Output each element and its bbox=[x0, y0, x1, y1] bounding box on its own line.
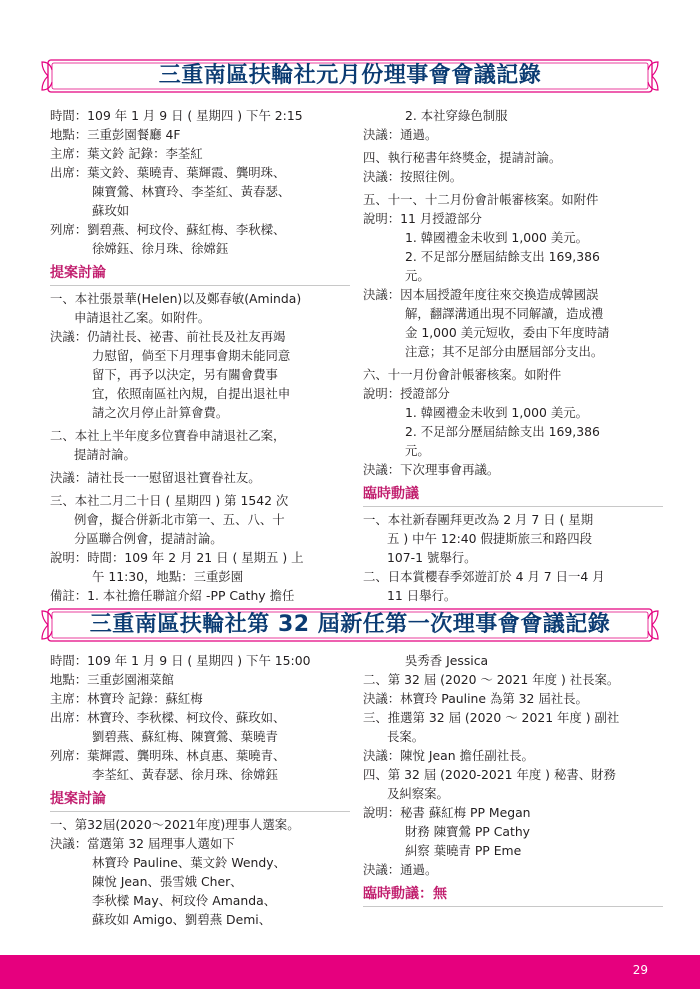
record-text: 因本屆授證年度往來交換造成韓國誤 bbox=[400, 287, 599, 302]
meeting1-title-banner bbox=[40, 56, 660, 96]
record-text: 本社新春團拜更改為 2 月 7 日 ( 星期 bbox=[387, 512, 594, 527]
record-line bbox=[50, 548, 350, 567]
record-continuation: 提請討論。 bbox=[74, 447, 136, 462]
meeting2-right-column bbox=[363, 651, 663, 910]
record-continuation: 107-1 號舉行。 bbox=[387, 550, 477, 565]
record-continuation: 午 11:30，地點：三重彭園 bbox=[92, 569, 244, 584]
record-label: 五、 bbox=[363, 192, 388, 207]
record-continuation: 五 ) 中午 12:40 假捷斯旅三和路四段 bbox=[387, 531, 592, 546]
record-text: 本社張景華(Helen)以及鄭春敏(Aminda) bbox=[74, 291, 302, 306]
record-text: 當選第 32 屆理事人選如下 bbox=[87, 836, 235, 851]
record-label: 決議： bbox=[363, 169, 401, 184]
record-continuation: 1. 韓國禮金未收到 1,000 美元。 bbox=[405, 230, 589, 245]
record-text: 請社長一一慰留退社寶眷社友。 bbox=[87, 470, 261, 485]
record-line bbox=[363, 510, 663, 529]
record-continuation: 2. 不足部分歷屆結餘支出 169,386 bbox=[405, 249, 600, 264]
record-continuation: 解，翻譯溝通出現不同解讀，造成禮 bbox=[405, 306, 604, 321]
record-label: 一、 bbox=[50, 291, 75, 306]
record-continuation: 蘇玫如 bbox=[92, 203, 130, 218]
record-label: 四、 bbox=[363, 150, 388, 165]
record-label: 決議： bbox=[363, 287, 401, 302]
record-text: 葉文鈴 記錄：李荃紅 bbox=[87, 146, 203, 161]
record-continuation: 長案。 bbox=[387, 729, 425, 744]
record-continuation: 財務 陳寶鶯 PP Cathy bbox=[405, 824, 531, 839]
record-label: 決議： bbox=[363, 862, 401, 877]
record-line bbox=[50, 708, 350, 727]
record-continuation: 例會，擬合併新北市第一、五、八、十 bbox=[74, 512, 285, 527]
record-text: 通過。 bbox=[400, 862, 438, 877]
record-label: 時間： bbox=[50, 108, 88, 123]
record-line bbox=[50, 163, 350, 182]
meeting2-left-column bbox=[50, 651, 350, 929]
section-heading: 提案討論 bbox=[50, 264, 350, 286]
record-label: 二、 bbox=[50, 428, 75, 443]
record-continuation: 吳秀香 Jessica bbox=[405, 653, 489, 668]
record-continuation: 分區聯合例會，提請討論。 bbox=[74, 531, 223, 546]
record-line bbox=[50, 491, 350, 510]
record-text: 第32屆(2020～2021年度)理事人選案。 bbox=[74, 817, 300, 832]
record-continuation: 宜，依照南區社內規，自提出退社申 bbox=[92, 386, 291, 401]
record-continuation: 徐嫦鈺、徐月珠、徐嫦鈺 bbox=[92, 241, 229, 256]
record-line bbox=[363, 167, 663, 186]
record-label: 說明： bbox=[363, 211, 401, 226]
record-label: 六、 bbox=[363, 367, 388, 382]
record-label: 三、 bbox=[363, 710, 388, 725]
record-continuation: 留下，再予以決定，另有關會費事 bbox=[92, 367, 278, 382]
page-footer bbox=[0, 955, 700, 989]
record-text: 第 32 屆 (2020-2021 年度 ) 秘書、財務 bbox=[387, 767, 616, 782]
record-label: 地點： bbox=[50, 127, 88, 142]
record-line bbox=[50, 125, 350, 144]
record-label: 主席： bbox=[50, 146, 88, 161]
record-label: 一、 bbox=[50, 817, 75, 832]
record-text: 陳悅 Jean 擔任副社長。 bbox=[400, 748, 534, 763]
record-text: 林寶玲 記錄：蘇紅梅 bbox=[87, 691, 203, 706]
record-line bbox=[50, 144, 350, 163]
record-label: 一、 bbox=[363, 512, 388, 527]
record-line bbox=[363, 765, 663, 784]
record-text: 葉文鈴、葉曉青、葉輝霞、龔明珠、 bbox=[87, 165, 286, 180]
record-line bbox=[50, 651, 350, 670]
record-label: 說明： bbox=[50, 550, 88, 565]
record-text: 日本賞櫻春季郊遊訂於 4 月 7 日一4 月 bbox=[387, 569, 605, 584]
record-line bbox=[363, 384, 663, 403]
record-label: 決議： bbox=[50, 329, 88, 344]
record-line bbox=[50, 220, 350, 239]
record-continuation: 糾察 葉曉青 PP Eme bbox=[405, 843, 522, 858]
record-continuation: 申請退社乙案。如附件。 bbox=[74, 310, 211, 325]
record-line bbox=[50, 426, 350, 445]
record-label: 時間： bbox=[50, 653, 88, 668]
record-text: 三重彭園湘菜館 bbox=[87, 672, 174, 687]
record-label: 決議： bbox=[363, 691, 401, 706]
record-text: 秘書 蘇紅梅 PP Megan bbox=[400, 805, 531, 820]
section-heading: 臨時動議：無 bbox=[363, 885, 663, 907]
record-line bbox=[50, 327, 350, 346]
meeting2-title-banner bbox=[40, 605, 660, 645]
record-text: 109 年 1 月 9 日 ( 星期四 ) 下午 15:00 bbox=[87, 653, 311, 668]
record-text: 按照往例。 bbox=[400, 169, 463, 184]
record-line bbox=[50, 746, 350, 765]
meeting1-left-column bbox=[50, 106, 350, 605]
record-line bbox=[363, 148, 663, 167]
record-text: 下次理事會再議。 bbox=[400, 462, 500, 477]
record-text: 本社上半年度多位寶眷申請退社乙案， bbox=[74, 428, 286, 443]
record-continuation: 金 1,000 美元短收，委由下年度時請 bbox=[405, 325, 610, 340]
record-continuation: 11 日舉行。 bbox=[387, 588, 457, 603]
record-text: 11 月授證部分 bbox=[400, 211, 482, 226]
record-label: 決議： bbox=[363, 748, 401, 763]
record-label: 地點： bbox=[50, 672, 88, 687]
record-continuation: 及糾察案。 bbox=[387, 786, 449, 801]
record-text: 十一月份會計帳審核案。如附件 bbox=[387, 367, 562, 382]
record-line bbox=[363, 746, 663, 765]
record-label: 二、 bbox=[363, 672, 388, 687]
page-number: 29 bbox=[632, 963, 648, 977]
record-continuation: 李荃紅、黃春瑟、徐月珠、徐嫦鈺 bbox=[92, 767, 278, 782]
record-continuation: 力慰留，倘至下月理事會期未能同意 bbox=[92, 348, 291, 363]
record-text: 執行秘書年終獎金，提請討論。 bbox=[387, 150, 562, 165]
record-continuation: 陳悅 Jean、張雪娥 Cher、 bbox=[92, 874, 243, 889]
record-text: 葉輝霞、龔明珠、林貞惠、葉曉青、 bbox=[87, 748, 286, 763]
section-heading: 提案討論 bbox=[50, 790, 350, 812]
record-text: 授證部分 bbox=[400, 386, 450, 401]
record-text: 林寶玲、李秋樑、柯玟伶、蘇玫如、 bbox=[87, 710, 286, 725]
record-label: 三、 bbox=[50, 493, 75, 508]
record-line bbox=[363, 365, 663, 384]
record-label: 說明： bbox=[363, 386, 401, 401]
record-line bbox=[50, 468, 350, 487]
record-line bbox=[363, 460, 663, 479]
record-text: 十一、十二月份會計帳審核案。如附件 bbox=[387, 192, 599, 207]
record-continuation: 注意；其不足部分由歷屆部分支出。 bbox=[405, 344, 604, 359]
record-label: 備註： bbox=[50, 588, 88, 603]
record-line bbox=[363, 689, 663, 708]
record-line bbox=[363, 803, 663, 822]
record-continuation: 1. 韓國禮金未收到 1,000 美元。 bbox=[405, 405, 589, 420]
record-continuation: 請之次月停止計算會費。 bbox=[92, 405, 229, 420]
record-continuation: 2. 本社穿綠色制服 bbox=[405, 108, 508, 123]
record-line bbox=[50, 689, 350, 708]
section-heading: 臨時動議 bbox=[363, 485, 663, 507]
record-label: 出席： bbox=[50, 710, 88, 725]
record-label: 決議： bbox=[50, 470, 88, 485]
record-line bbox=[50, 586, 350, 605]
record-line bbox=[363, 190, 663, 209]
record-continuation: 劉碧燕、蘇紅梅、陳寶鶯、葉曉青 bbox=[92, 729, 278, 744]
record-label: 決議： bbox=[50, 836, 88, 851]
record-label: 說明： bbox=[363, 805, 401, 820]
record-text: 1. 本社擔任聯誼介紹 -PP Cathy 擔任 bbox=[87, 588, 295, 603]
record-text: 三重彭園餐廳 4F bbox=[87, 127, 181, 142]
record-label: 列席： bbox=[50, 222, 88, 237]
meeting2-title: 三重南區扶輪社第 32 屆新任第一次理事會會議記錄 bbox=[89, 612, 611, 637]
record-line bbox=[363, 125, 663, 144]
record-text: 仍請社長、祕書、前社長及社友再竭 bbox=[87, 329, 286, 344]
meeting1-title: 三重南區扶輪社元月份理事會會議記錄 bbox=[158, 63, 542, 88]
record-continuation: 林寶玲 Pauline、葉文鈴 Wendy、 bbox=[92, 855, 286, 870]
record-label: 主席： bbox=[50, 691, 88, 706]
meeting1-right-column bbox=[363, 106, 663, 605]
record-label: 列席： bbox=[50, 748, 88, 763]
record-continuation: 2. 不足部分歷屆結餘支出 169,386 bbox=[405, 424, 600, 439]
record-line bbox=[363, 670, 663, 689]
record-line bbox=[50, 834, 350, 853]
record-label: 決議： bbox=[363, 462, 401, 477]
record-text: 通過。 bbox=[400, 127, 438, 142]
record-text: 第 32 屆 (2020 ～ 2021 年度 ) 社長案。 bbox=[387, 672, 620, 687]
record-label: 四、 bbox=[363, 767, 388, 782]
record-line bbox=[363, 860, 663, 879]
record-line bbox=[363, 209, 663, 228]
record-line bbox=[50, 670, 350, 689]
record-line bbox=[50, 289, 350, 308]
record-line bbox=[363, 567, 663, 586]
record-text: 林寶玲 Pauline 為第 32 屆社長。 bbox=[400, 691, 588, 706]
record-label: 出席： bbox=[50, 165, 88, 180]
record-label: 二、 bbox=[363, 569, 388, 584]
record-continuation: 元。 bbox=[405, 443, 430, 458]
record-line bbox=[363, 708, 663, 727]
record-text: 推選第 32 屆 (2020 ～ 2021 年度 ) 副社 bbox=[387, 710, 620, 725]
record-line bbox=[50, 106, 350, 125]
record-continuation: 蘇玫如 Amigo、劉碧燕 Demi、 bbox=[92, 912, 272, 927]
record-line bbox=[363, 285, 663, 304]
record-continuation: 陳寶鶯、林寶玲、李荃紅、黃春瑟、 bbox=[92, 184, 291, 199]
record-text: 本社二月二十日 ( 星期四 ) 第 1542 次 bbox=[74, 493, 289, 508]
record-continuation: 李秋樑 May、柯玟伶 Amanda、 bbox=[92, 893, 277, 908]
record-text: 109 年 1 月 9 日 ( 星期四 ) 下午 2:15 bbox=[87, 108, 303, 123]
record-line bbox=[50, 815, 350, 834]
record-continuation: 元。 bbox=[405, 268, 430, 283]
record-text: 時間：109 年 2 月 21 日 ( 星期五 ) 上 bbox=[87, 550, 304, 565]
record-label: 決議： bbox=[363, 127, 401, 142]
record-text: 劉碧燕、柯玟伶、蘇紅梅、李秋樑、 bbox=[87, 222, 286, 237]
